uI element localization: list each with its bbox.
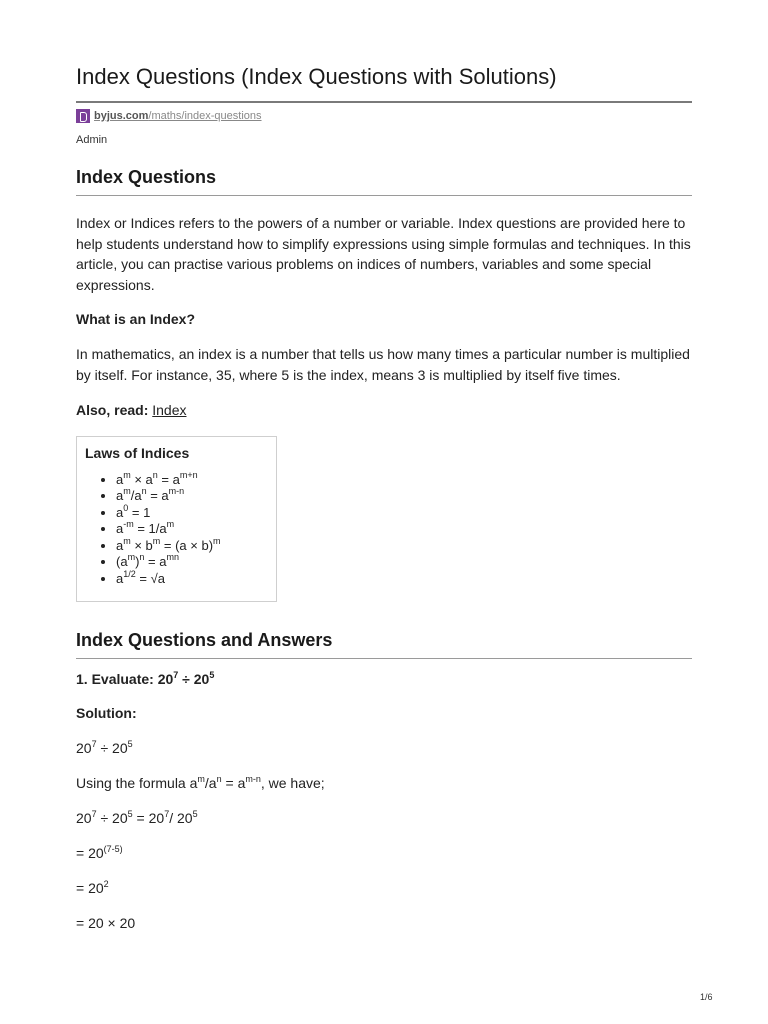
section-heading-questions-answers: Index Questions and Answers (76, 629, 692, 659)
document-title: Index Questions (Index Questions with Solutions) (76, 62, 692, 103)
laws-of-indices-box (76, 436, 277, 603)
document-page (76, 62, 692, 933)
solution-step: $20^7 \div 20^5 = 20^7/$ $20^5$ (76, 809, 198, 826)
solution-step: = 20 × 20 (76, 915, 136, 931)
source-domain: byjus.com (94, 110, 149, 122)
also-read-line (76, 400, 692, 421)
law-item: • $(a^m)^n = a^{mn}$ (116, 554, 268, 571)
law-item: • $a^{1/2} = √a$ (116, 571, 268, 588)
solution-label: Solution: (76, 705, 137, 721)
byjus-logo-icon (76, 109, 90, 123)
solution-step: = $20^2$ (76, 879, 109, 896)
what-is-index-heading: What is an Index? (76, 311, 196, 327)
solution-step: $20^7 \div 20^5$ (76, 739, 133, 756)
laws-box-title: Laws of Indices (85, 444, 190, 461)
law-item: • $a^m \times a^n = a^{m+n}$ (116, 472, 268, 489)
section-heading-index-questions: Index Questions (76, 166, 692, 196)
intro-paragraph: Index or Indices refers to the powers of a number or variable. Index questions are provided here to help students understand how to simplify expressions using simple formulas and techniques. In this article, you can practise various problems on indices of numbers, variables and some special expressions. (76, 215, 691, 293)
index-link[interactable]: Index (152, 402, 187, 418)
also-read-label: Also, read: (76, 402, 149, 418)
source-link[interactable] (94, 109, 262, 123)
source-path: /maths/index-questions (148, 110, 262, 122)
solution-step: = $20^{(7-5)}$ (76, 844, 123, 861)
law-item: • $a^m \times b^m = (a \times b)^m$ (116, 538, 268, 555)
index-definition-paragraph: In mathematics, an index is a number that tells us how many times a particular number is multiplied by itself. For instance, 35, where 5 is the index, means 3 is multiplied by itself five times. (76, 346, 690, 383)
page-number: 1/6 (700, 992, 713, 1002)
question-1: 1. Evaluate: $20^7 \div 20^5$ (76, 670, 215, 687)
law-item: • $a^m/a^n = a^{m-n}$ (116, 488, 268, 505)
author-name: Admin (76, 134, 108, 146)
laws-list (85, 469, 268, 588)
source-line (76, 109, 692, 123)
law-item: • $a^0 = 1$ (116, 505, 268, 522)
law-item: • $a^{-m} = 1/a^m$ (116, 521, 268, 538)
solution-step: Using the formula $a^m/a^n = a^{m-n}$, we have; (76, 774, 325, 791)
